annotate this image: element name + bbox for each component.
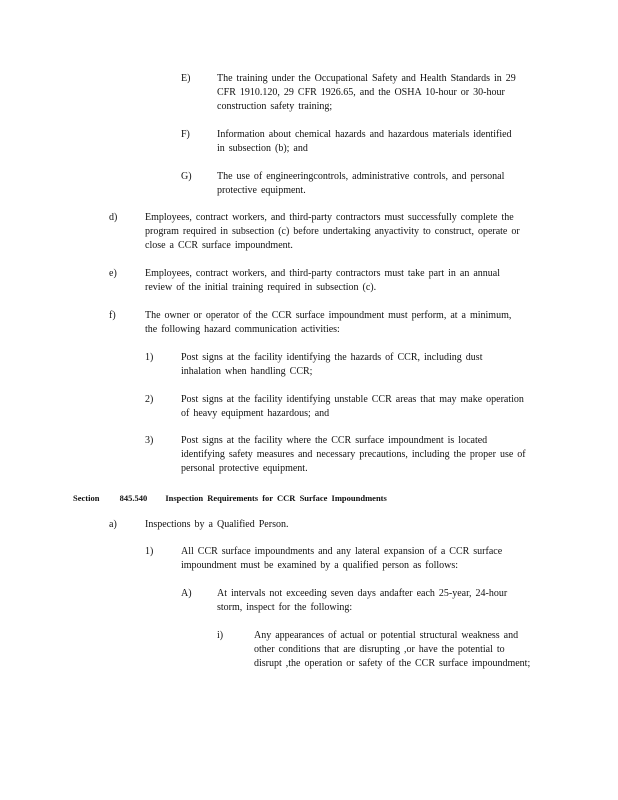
item-label-f: f): [109, 310, 116, 321]
item-label-2: 2): [145, 394, 154, 405]
item-text-E: The training under the Occupational Safety and Health Standards in 29 CFR 1910.120, 29 CFR 1926.65, and the OSHA 10-hour or 30-hour construction safety training;: [217, 73, 516, 112]
item-text-i: Any appearances of actual or potential structural weakness and other conditions that are disrupting ,or have the potential to disrupt ,the operation or safety of the CCR surface impoundment;: [254, 630, 531, 669]
item-text-3: Post signs at the facility where the CCR surface impoundment is located identifying safety measures and necessary precautions, including the proper use of personal protective equipment.: [181, 435, 526, 474]
item-label-a1: 1): [145, 546, 154, 557]
item-label-e: e): [109, 268, 117, 279]
item-text-e: Employees, contract workers, and third-party contractors must take part in an annual review of the initial training required in subsection (c).: [145, 268, 500, 293]
item-label-d: d): [109, 212, 118, 223]
item-label-G: G): [181, 171, 192, 182]
section-title: Inspection Requirements for CCR Surface Impoundments: [165, 493, 387, 503]
section-word: Section: [73, 493, 100, 503]
item-label-a: a): [109, 519, 117, 530]
item-text-a1: All CCR surface impoundments and any lateral expansion of a CCR surface impoundment must be examined by a qualified person as follows:: [181, 546, 503, 571]
item-text-f: The owner or operator of the CCR surface impoundment must perform, at a minimum, the following hazard communication activities:: [145, 310, 512, 335]
item-text-2: Post signs at the facility identifying unstable CCR areas that may make operation of heavy equipment hazardous; and: [181, 394, 524, 419]
item-label-3: 3): [145, 435, 154, 446]
item-label-E: E): [181, 73, 191, 84]
item-text-G: The use of engineeringcontrols, administrative controls, and personal protective equipment.: [217, 171, 505, 196]
item-text-F: Information about chemical hazards and hazardous materials identified in subsection (b); and: [217, 129, 512, 154]
item-text-1: Post signs at the facility identifying the hazards of CCR, including dust inhalation when handling CCR;: [181, 352, 483, 377]
item-label-F: F): [181, 129, 190, 140]
item-text-a: Inspections by a Qualified Person.: [145, 519, 289, 530]
section-heading: [73, 491, 387, 505]
item-label-1: 1): [145, 352, 154, 363]
item-label-A: A): [181, 588, 192, 599]
item-text-A: At intervals not exceeding seven days andafter each 25-year, 24-hour storm, inspect for the following:: [217, 588, 508, 613]
item-label-i: i): [217, 630, 224, 641]
item-text-d: Employees, contract workers, and third-party contractors must successfully complete the program required in subsection (c) before undertaking anyactivity to construct, operate or close a CCR surface impoundment.: [145, 212, 520, 251]
section-number: 845.540: [119, 493, 148, 503]
